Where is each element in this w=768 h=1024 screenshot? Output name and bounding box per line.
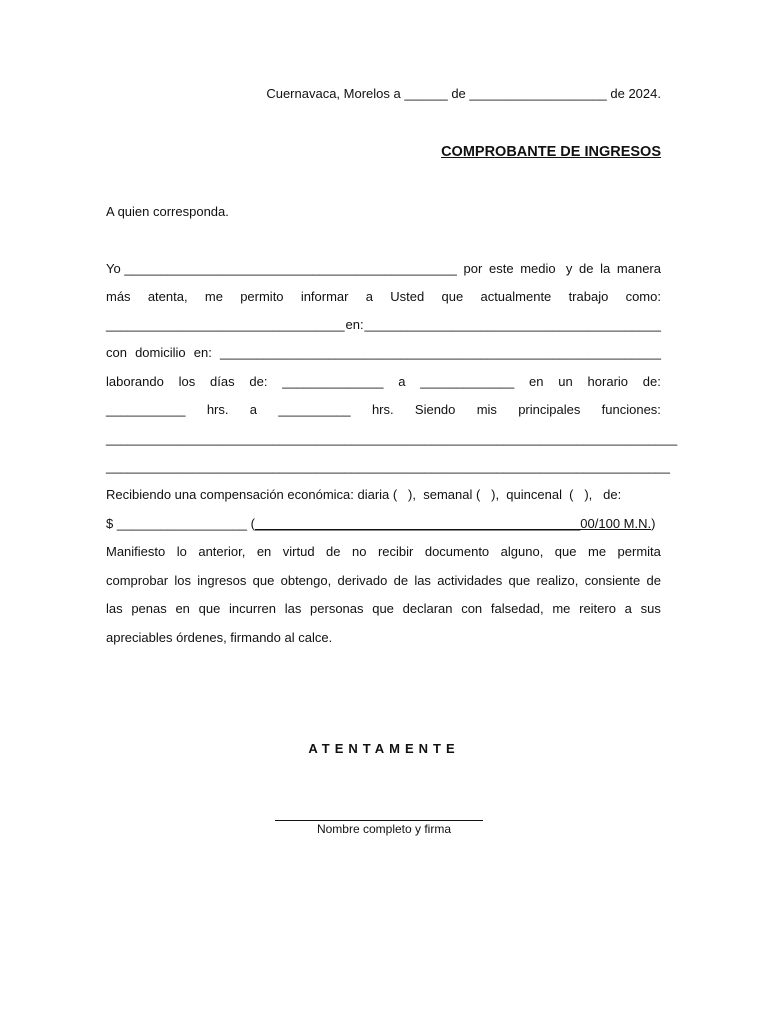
word: en [175, 601, 190, 616]
word: las [284, 601, 302, 616]
word: de [326, 544, 341, 559]
word: las [414, 573, 431, 588]
word: de [646, 573, 661, 588]
word: Manifiesto [106, 544, 166, 559]
word: alguno, [500, 544, 544, 559]
word: y [562, 261, 573, 276]
body-line-1 [106, 260, 661, 278]
word: no [352, 544, 367, 559]
word: de [579, 261, 594, 276]
word: en: [345, 317, 364, 332]
word: _____________ [420, 374, 515, 389]
word: las [106, 601, 123, 616]
word: obtengo, [280, 573, 332, 588]
word: que [372, 601, 394, 616]
word: atenta, [147, 289, 188, 304]
word: ___________ [106, 402, 186, 417]
word: _________________________________________ [364, 317, 661, 332]
word: con [106, 345, 127, 360]
word: que [508, 573, 531, 588]
word: actividades [437, 573, 503, 588]
word: hrs. [206, 402, 229, 417]
word: a [624, 601, 632, 616]
word: actualmente [480, 289, 552, 304]
word: me [587, 544, 607, 559]
word: a [249, 402, 258, 417]
word: que [252, 573, 275, 588]
word: derivado [337, 573, 388, 588]
word: incurren [229, 601, 276, 616]
word: por [463, 261, 483, 276]
body-line-11 [106, 543, 661, 561]
word: __________ [278, 402, 351, 417]
word: de: [642, 374, 661, 389]
word: anterior, [198, 544, 246, 559]
word: declaran [402, 601, 453, 616]
word: personas [310, 601, 364, 616]
amount-prefix: $ __________________ ( [106, 516, 255, 531]
word: mis [476, 402, 497, 417]
word: principales [518, 402, 581, 417]
date-line: Cuernavaca, Morelos a ______ de ___________________ de 2024. [266, 86, 661, 101]
word: manera [616, 261, 661, 276]
word: recibir [377, 544, 414, 559]
word: lo [176, 544, 187, 559]
word: _____________________________________________________________ [219, 345, 661, 360]
word: ingresos [197, 573, 247, 588]
word: trabajo [568, 289, 609, 304]
word: documento [424, 544, 490, 559]
functions-blank-2: ______________________________________________________________________________ [106, 459, 670, 474]
word: funciones: [601, 402, 661, 417]
word: _________________________________ [106, 317, 345, 332]
word: días [210, 374, 235, 389]
word: reitero [579, 601, 616, 616]
body-line-6 [106, 401, 661, 419]
word: laborando [106, 374, 164, 389]
closing-text: ATENTAMENTE [308, 741, 460, 756]
word: falsedad, [490, 601, 544, 616]
word: informar [300, 289, 349, 304]
word: este [488, 261, 514, 276]
signature-label: Nombre completo y firma [316, 822, 452, 836]
body-line-4 [106, 344, 661, 362]
word: hrs. [371, 402, 394, 417]
word: con [461, 601, 483, 616]
word: de [393, 573, 409, 588]
word: a [365, 289, 373, 304]
word: domicilio [135, 345, 186, 360]
word: me [552, 601, 571, 616]
word: ______________ [282, 374, 384, 389]
functions-blank-1: _______________________________________________________________________________ [106, 431, 678, 446]
word: en [529, 374, 544, 389]
body-line-13 [106, 600, 661, 618]
word: Yo ______________________________________________ [106, 261, 457, 276]
word: comprobar [106, 573, 169, 588]
word: sus [640, 601, 661, 616]
word: permita [617, 544, 661, 559]
word: un [558, 374, 573, 389]
word: los [174, 573, 192, 588]
body-line-5 [106, 373, 661, 391]
word: consiente [584, 573, 641, 588]
word: en [256, 544, 272, 559]
greeting: A quien corresponda. [106, 204, 229, 219]
word: penas [131, 601, 167, 616]
word: virtud [282, 544, 315, 559]
word: horario [587, 374, 629, 389]
body-line-12 [106, 572, 661, 590]
amount-words: _____________________________________________00/100 M.N. [254, 516, 652, 531]
word: como: [625, 289, 661, 304]
word: a [398, 374, 406, 389]
amount-close: ) [651, 516, 656, 531]
word: que [441, 289, 464, 304]
compensation-line: Recibiendo una compensación económica: diaria ( ), semanal ( ), quincenal ( ), de: [106, 487, 622, 502]
word: que [554, 544, 577, 559]
amount-line [106, 515, 661, 533]
word: la [600, 261, 611, 276]
signature-line [275, 820, 483, 821]
word: que [198, 601, 221, 616]
word: Siendo [414, 402, 456, 417]
word: de: [249, 374, 268, 389]
word: medio [520, 261, 556, 276]
body-line-14: apreciables órdenes, firmando al calce. [106, 630, 333, 645]
word: realizo, [536, 573, 579, 588]
word: permito [240, 289, 284, 304]
body-line-2 [106, 288, 661, 306]
document-title: COMPROBANTE DE INGRESOS [441, 144, 661, 160]
word: los [178, 374, 196, 389]
word: Usted [390, 289, 425, 304]
word: me [204, 289, 223, 304]
body-line-3 [106, 316, 661, 334]
word: en: [193, 345, 212, 360]
word: más [106, 289, 131, 304]
